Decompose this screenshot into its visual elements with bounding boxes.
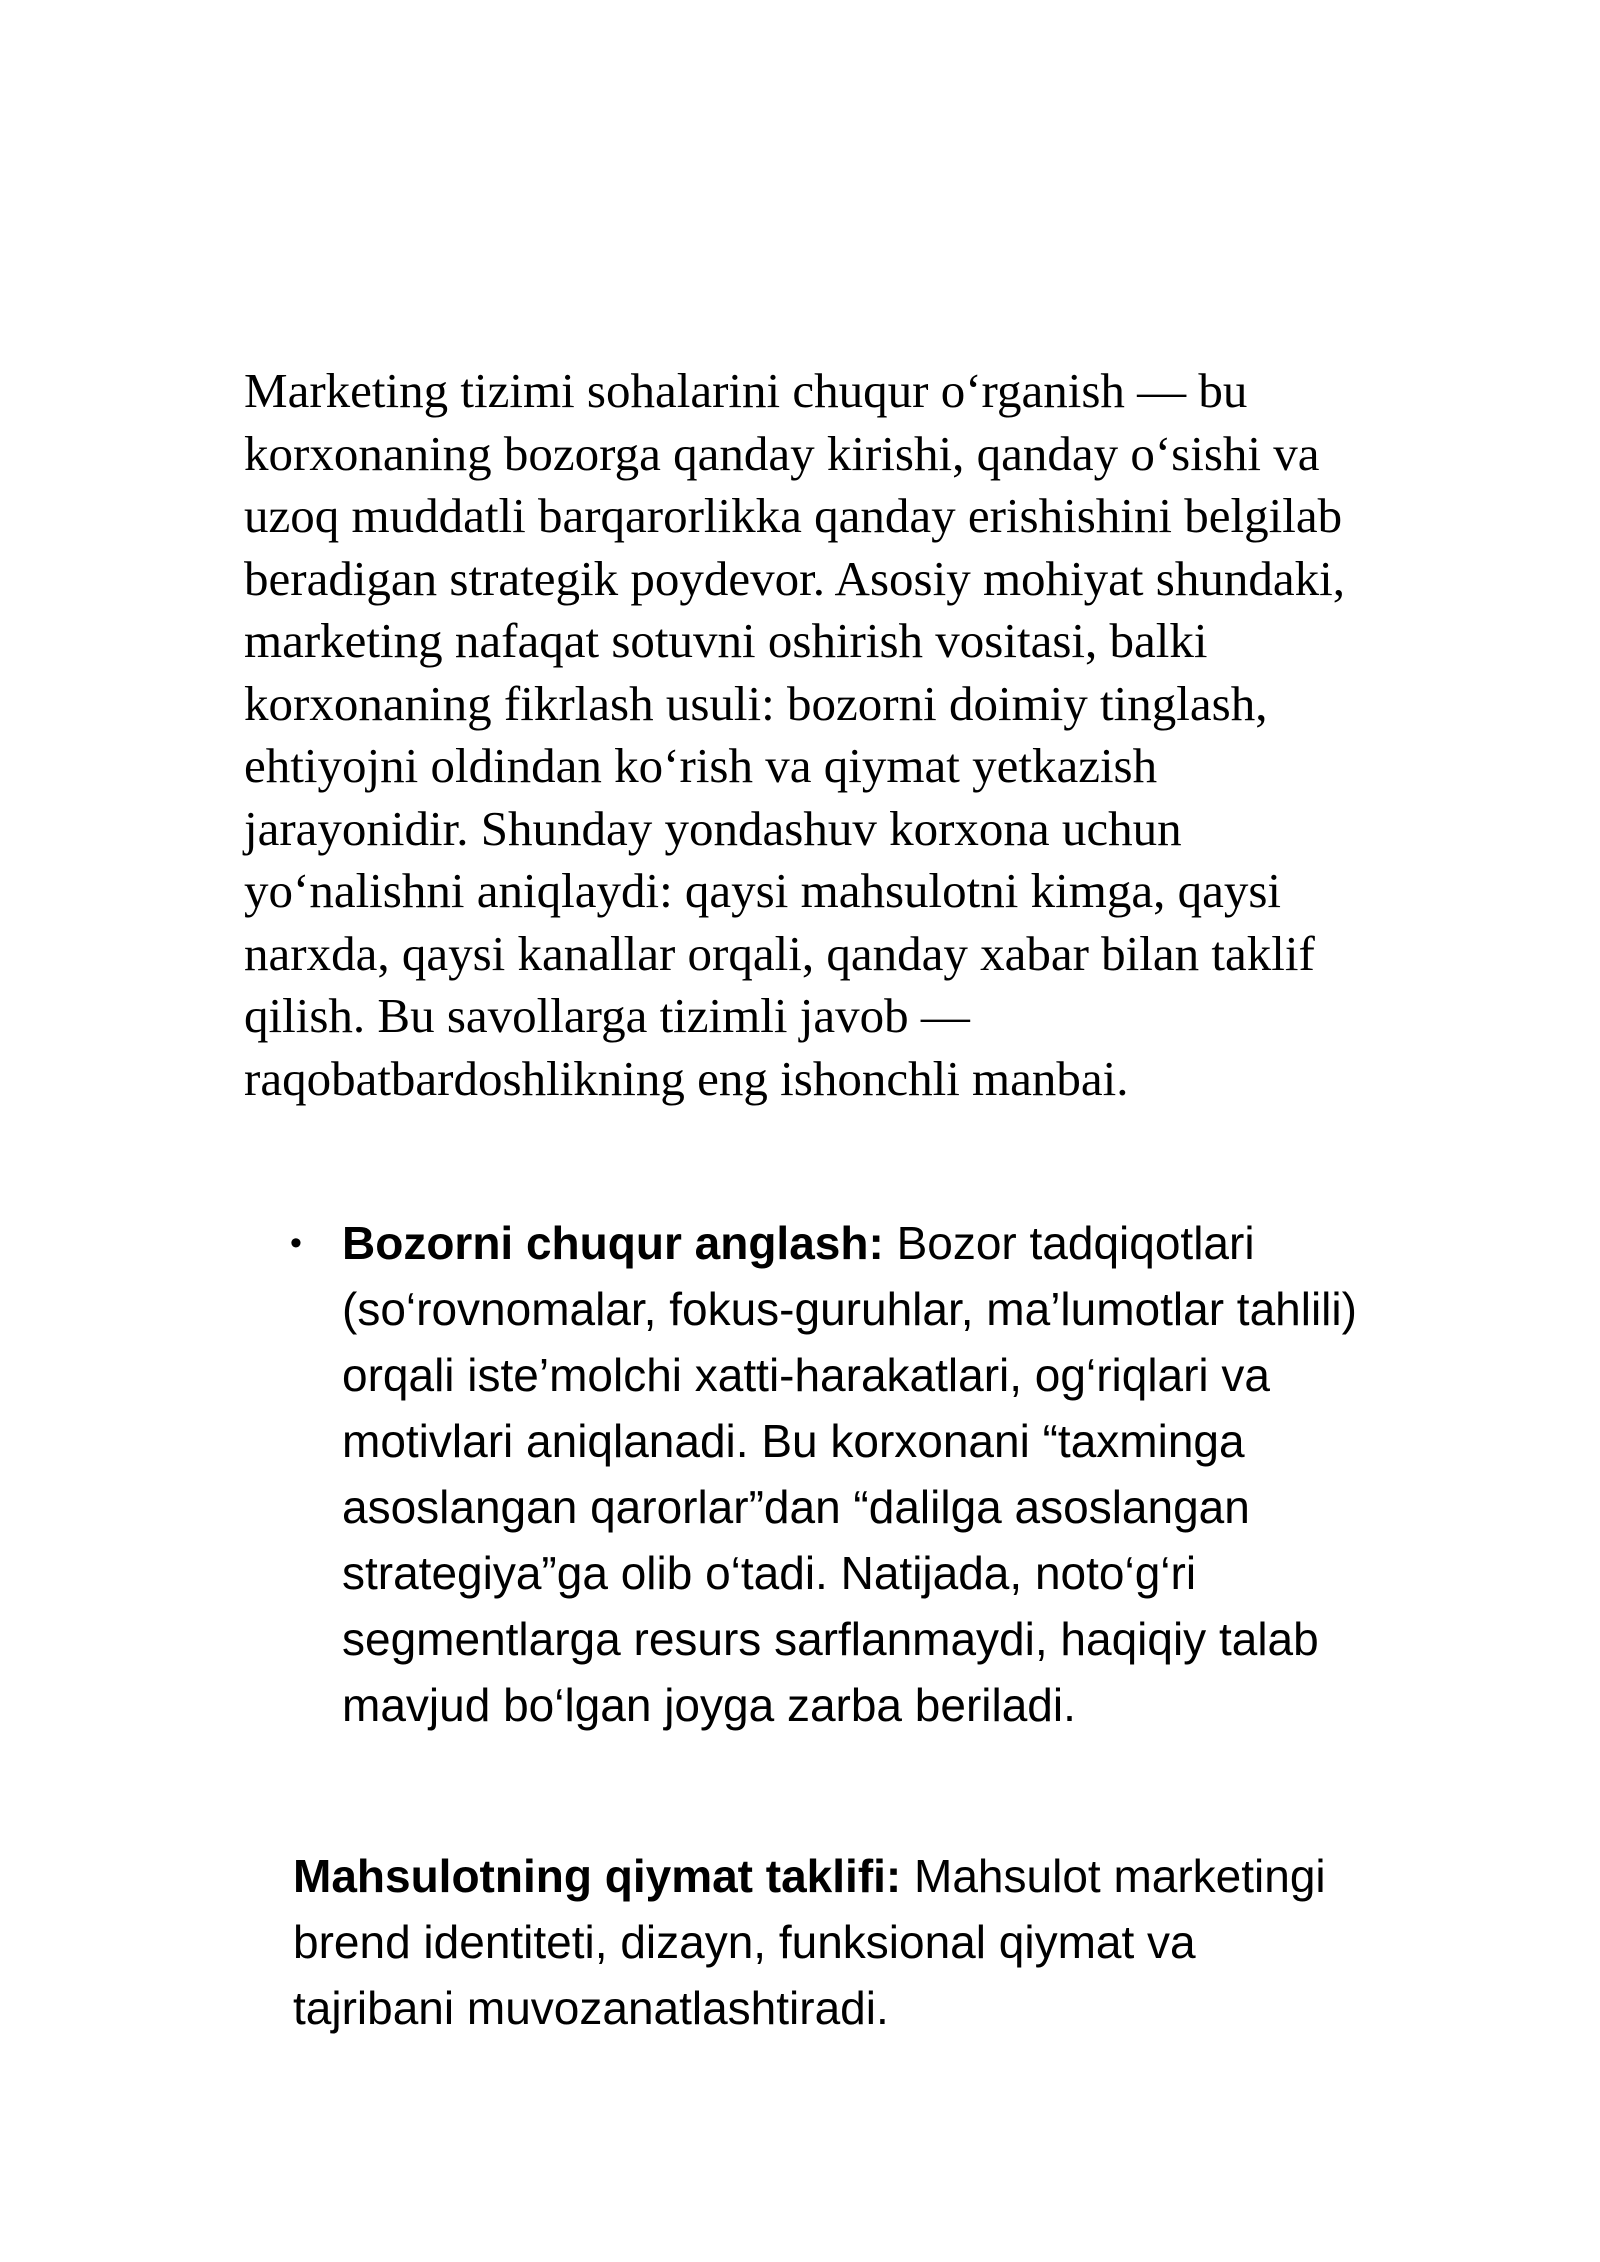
bullet-item-market-research [290, 1210, 1370, 1738]
value-proposition-title: Mahsulotning qiymat taklifi: [293, 1850, 902, 1902]
bullet-title: Bozorni chuqur anglash: [342, 1217, 884, 1269]
bullet-list [290, 1210, 1370, 1738]
value-proposition-paragraph [293, 1843, 1353, 2041]
intro-paragraph: Marketing tizimi sohalarini chuqur o‘rganish — bu korxonaning bozorga qanday kirishi, qanday o‘sishi va uzoq muddatli barqarorlikka qanday erishishini belgilab beradigan strategik poydevor. Asosiy mohiyat shundaki, marketing nafaqat sotuvni oshirish vositasi, balki korxonaning fikrlash usuli: bozorni doimiy tinglash, ehtiyojni oldindan ko‘rish va qiymat yetkazish jarayonidir. Shunday yondashuv korxona uchun yo‘nalishni aniqlaydi: qaysi mahsulotni kimga, qaysi narxda, qaysi kanallar orqali, qanday xabar bilan taklif qilish. Bu savollarga tizimli javob — raqobatbardoshlikning eng ishonchli manbai. [244, 363, 1345, 1106]
value-proposition-text: Mahsulot marketingi brend identiteti, dizayn, funksional qiymat va tajribani muvozanatlashtiradi. [293, 1850, 1326, 2034]
bullet-marker: • [290, 1224, 302, 1262]
bullet-text: Bozor tadqiqotlari (so‘rovnomalar, fokus-guruhlar, ma’lumotlar tahlili) orqali iste’molchi xatti-harakatlari, og‘riqlari va motivlari aniqlanadi. Bu korxonani “taxminga asoslangan qarorlar”dan “dalilga asoslangan strategiya”ga olib o‘tadi. Natijada, noto‘g‘ri segmentlarga resurs sarflanmaydi, haqiqiy talab mavjud bo‘lgan joyga zarba beriladi. [342, 1217, 1357, 1731]
